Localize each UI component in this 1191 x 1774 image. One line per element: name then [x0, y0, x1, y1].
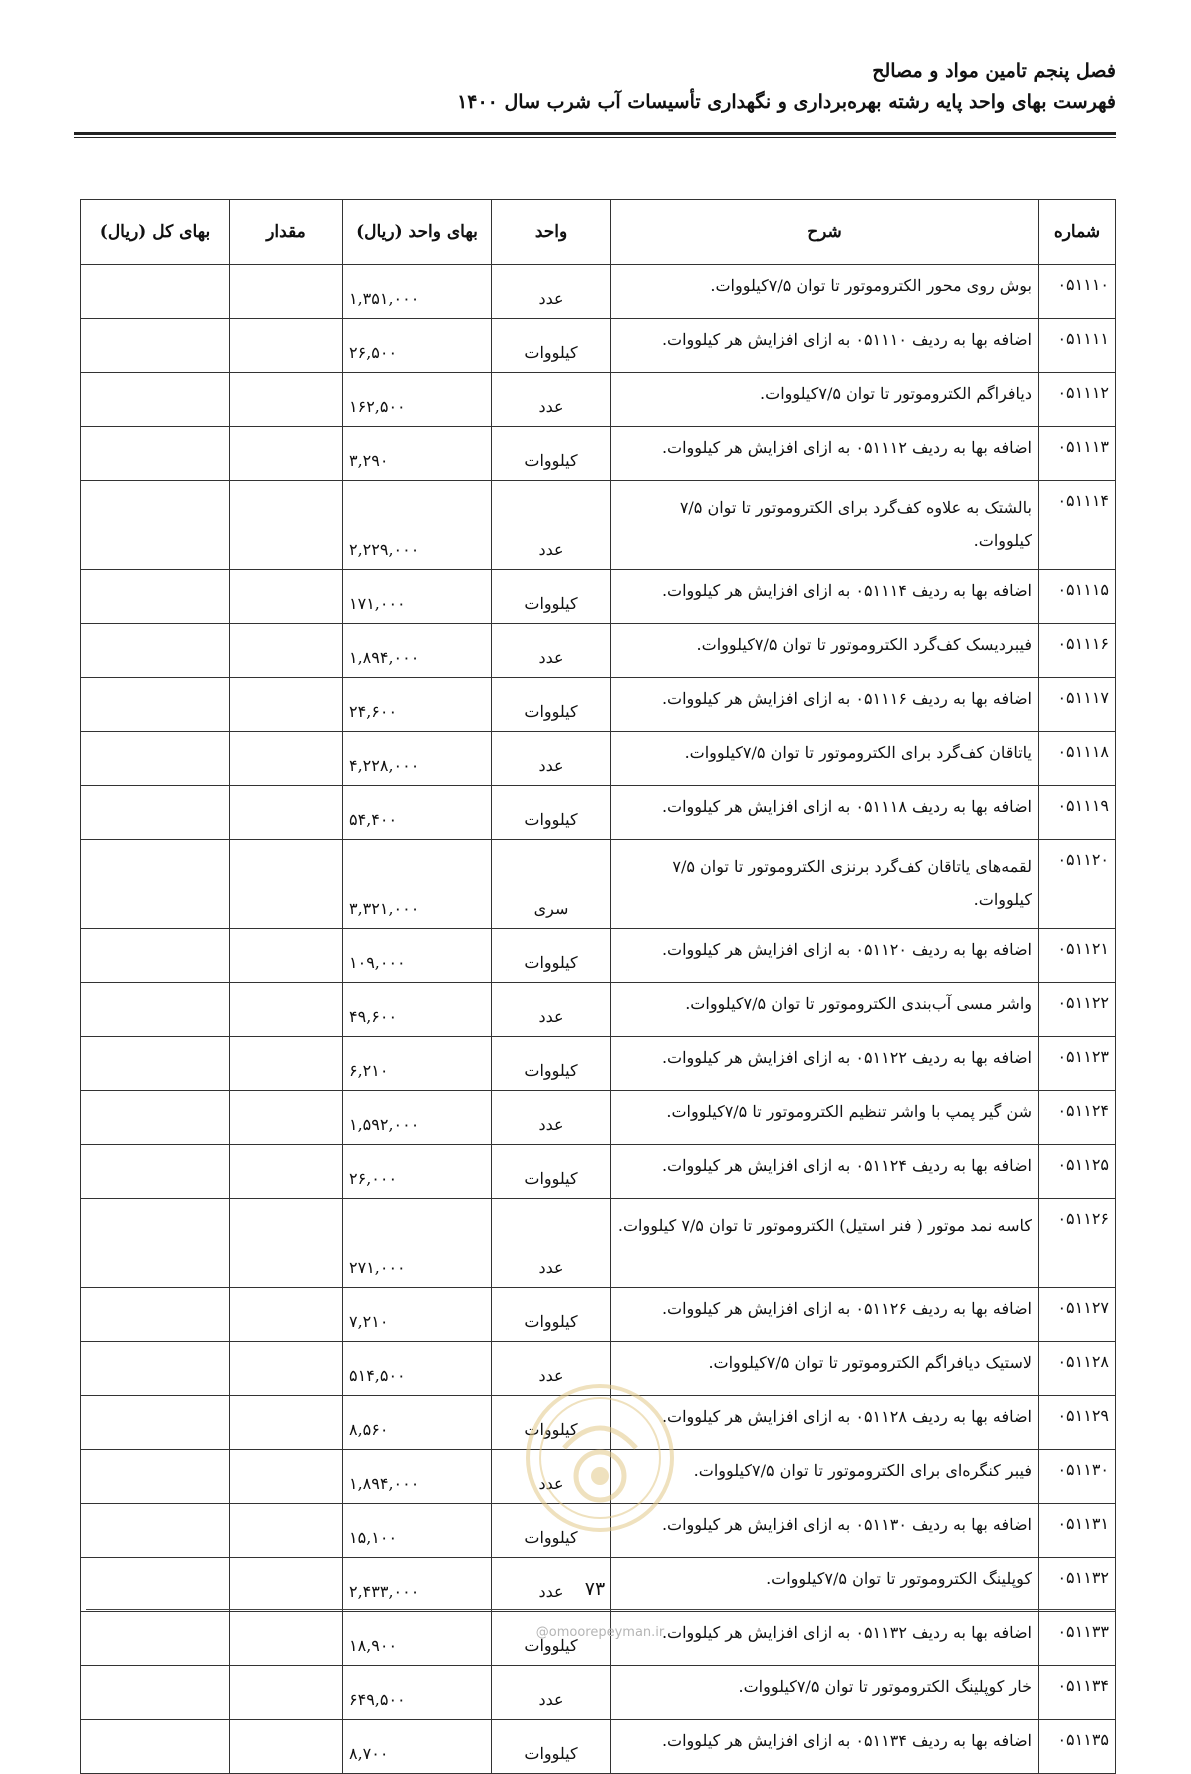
row-number: ۰۵۱۱۱۴ [1039, 481, 1116, 570]
row-unit: کیلووات [492, 1145, 611, 1199]
row-unit: کیلووات [492, 678, 611, 732]
row-description: لقمه‌های یاتاقان کف‌گرد برنزی الکتروموتور تا توان ۷/۵ کیلووات. [611, 840, 1039, 929]
row-unit-price: ۱,۵۹۲,۰۰۰ [343, 1091, 492, 1145]
table-row [81, 678, 1116, 732]
row-unit-price: ۳,۲۹۰ [343, 427, 492, 481]
row-unit-price: ۴۹,۶۰۰ [343, 983, 492, 1037]
row-unit-price: ۱۰۹,۰۰۰ [343, 929, 492, 983]
row-total-price [81, 983, 230, 1037]
row-total-price [81, 427, 230, 481]
row-description: اضافه بها به ردیف ۰۵۱۱۲۰ به ازای افزایش هر کیلووات. [611, 929, 1039, 983]
row-total-price [81, 1450, 230, 1504]
row-number: ۰۵۱۱۲۹ [1039, 1396, 1116, 1450]
row-total-price [81, 373, 230, 427]
table-row [81, 373, 1116, 427]
row-number: ۰۵۱۱۳۵ [1039, 1720, 1116, 1774]
row-unit: کیلووات [492, 1396, 611, 1450]
row-unit-price: ۲۶,۰۰۰ [343, 1145, 492, 1199]
row-unit: سری [492, 840, 611, 929]
column-header-quantity: مقدار [230, 200, 343, 265]
row-unit-price: ۷,۲۱۰ [343, 1288, 492, 1342]
row-total-price [81, 319, 230, 373]
column-header-unit-price: بهای واحد (ریال) [343, 200, 492, 265]
row-description: اضافه بها به ردیف ۰۵۱۱۲۲ به ازای افزایش هر کیلووات. [611, 1037, 1039, 1091]
row-unit-price: ۱۸,۹۰۰ [343, 1612, 492, 1666]
row-number: ۰۵۱۱۱۹ [1039, 786, 1116, 840]
row-quantity [230, 983, 343, 1037]
row-description: فیبردیسک کف‌گرد الکتروموتور تا توان ۷/۵کیلووات. [611, 624, 1039, 678]
column-header-number: شماره [1039, 200, 1116, 265]
table-header-row [81, 200, 1116, 265]
row-unit: عدد [492, 1666, 611, 1720]
row-number: ۰۵۱۱۱۶ [1039, 624, 1116, 678]
row-unit: کیلووات [492, 319, 611, 373]
row-number: ۰۵۱۱۱۵ [1039, 570, 1116, 624]
row-number: ۰۵۱۱۲۲ [1039, 983, 1116, 1037]
table-row [81, 319, 1116, 373]
row-total-price [81, 1091, 230, 1145]
row-unit: عدد [492, 1091, 611, 1145]
document-subtitle: فهرست بهای واحد پایه رشته بهره‌برداری و نگهداری تأسیسات آب شرب سال ۱۴۰۰ [457, 91, 1116, 113]
row-description: اضافه بها به ردیف ۰۵۱۱۳۴ به ازای افزایش هر کیلووات. [611, 1720, 1039, 1774]
row-unit-price: ۶,۲۱۰ [343, 1037, 492, 1091]
row-number: ۰۵۱۱۲۱ [1039, 929, 1116, 983]
row-description: اضافه بها به ردیف ۰۵۱۱۱۶ به ازای افزایش هر کیلووات. [611, 678, 1039, 732]
row-description: اضافه بها به ردیف ۰۵۱۱۱۲ به ازای افزایش هر کیلووات. [611, 427, 1039, 481]
row-description: لاستیک دیافراگم الکتروموتور تا توان ۷/۵کیلووات. [611, 1342, 1039, 1396]
row-unit: کیلووات [492, 929, 611, 983]
table-row [81, 1145, 1116, 1199]
row-number: ۰۵۱۱۲۸ [1039, 1342, 1116, 1396]
row-number: ۰۵۱۱۲۵ [1039, 1145, 1116, 1199]
row-unit: عدد [492, 732, 611, 786]
row-number: ۰۵۱۱۲۴ [1039, 1091, 1116, 1145]
row-quantity [230, 481, 343, 570]
row-total-price [81, 624, 230, 678]
row-quantity [230, 786, 343, 840]
row-description: کوپلینگ الکتروموتور تا توان ۷/۵کیلووات. [611, 1558, 1039, 1612]
row-total-price [81, 570, 230, 624]
row-total-price [81, 1288, 230, 1342]
table-row [81, 732, 1116, 786]
table-row [81, 1666, 1116, 1720]
row-number: ۰۵۱۱۱۰ [1039, 265, 1116, 319]
row-unit: عدد [492, 265, 611, 319]
row-total-price [81, 1145, 230, 1199]
row-description: فیبر کنگره‌ای برای الکتروموتور تا توان ۷/۵کیلووات. [611, 1450, 1039, 1504]
row-unit: عدد [492, 1199, 611, 1288]
row-quantity [230, 1720, 343, 1774]
omoorepeyman-seal-watermark [520, 1378, 680, 1538]
table-body [81, 265, 1116, 1774]
row-quantity [230, 678, 343, 732]
row-number: ۰۵۱۱۳۳ [1039, 1612, 1116, 1666]
row-description: بالشتک به علاوه کف‌گرد برای الکتروموتور تا توان ۷/۵ کیلووات. [611, 481, 1039, 570]
row-number: ۰۵۱۱۱۲ [1039, 373, 1116, 427]
row-unit: عدد [492, 1558, 611, 1612]
row-unit-price: ۶۴۹,۵۰۰ [343, 1666, 492, 1720]
row-unit: عدد [492, 983, 611, 1037]
row-unit: کیلووات [492, 570, 611, 624]
row-description: یاتاقان کف‌گرد برای الکتروموتور تا توان ۷/۵کیلووات. [611, 732, 1039, 786]
header-rule-thick [74, 132, 1116, 135]
row-total-price [81, 1666, 230, 1720]
row-total-price [81, 732, 230, 786]
row-description: اضافه بها به ردیف ۰۵۱۱۱۴ به ازای افزایش هر کیلووات. [611, 570, 1039, 624]
row-unit-price: ۱۷۱,۰۰۰ [343, 570, 492, 624]
row-unit-price: ۱۵,۱۰۰ [343, 1504, 492, 1558]
row-description: اضافه بها به ردیف ۰۵۱۱۳۰ به ازای افزایش هر کیلووات. [611, 1504, 1039, 1558]
row-quantity [230, 1450, 343, 1504]
row-unit-price: ۲۷۱,۰۰۰ [343, 1199, 492, 1288]
row-unit-price: ۵۱۴,۵۰۰ [343, 1342, 492, 1396]
row-description: اضافه بها به ردیف ۰۵۱۱۱۸ به ازای افزایش هر کیلووات. [611, 786, 1039, 840]
row-total-price [81, 1720, 230, 1774]
footer-rule [86, 1609, 1116, 1610]
row-number: ۰۵۱۱۲۷ [1039, 1288, 1116, 1342]
row-quantity [230, 427, 343, 481]
row-description: واشر مسی آب‌بندی الکتروموتور تا توان ۷/۵کیلووات. [611, 983, 1039, 1037]
page-number: ۷۳ [584, 1578, 606, 1600]
row-total-price [81, 1558, 230, 1612]
row-quantity [230, 1612, 343, 1666]
row-description: خار کوپلینگ الکتروموتور تا توان ۷/۵کیلووات. [611, 1666, 1039, 1720]
row-quantity [230, 1666, 343, 1720]
column-header-unit: واحد [492, 200, 611, 265]
table-row [81, 427, 1116, 481]
row-total-price [81, 1396, 230, 1450]
row-quantity [230, 265, 343, 319]
row-description: بوش روی محور الکتروموتور تا توان ۷/۵کیلووات. [611, 265, 1039, 319]
row-unit-price: ۴,۲۲۸,۰۰۰ [343, 732, 492, 786]
table-row [81, 570, 1116, 624]
row-total-price [81, 481, 230, 570]
row-unit-price: ۱,۳۵۱,۰۰۰ [343, 265, 492, 319]
row-description: اضافه بها به ردیف ۰۵۱۱۲۴ به ازای افزایش هر کیلووات. [611, 1145, 1039, 1199]
row-quantity [230, 1558, 343, 1612]
row-quantity [230, 373, 343, 427]
row-unit-price: ۲۴,۶۰۰ [343, 678, 492, 732]
row-description: اضافه بها به ردیف ۰۵۱۱۳۲ به ازای افزایش هر کیلووات. [611, 1612, 1039, 1666]
row-unit: عدد [492, 1342, 611, 1396]
row-quantity [230, 1504, 343, 1558]
table-row [81, 265, 1116, 319]
table-row [81, 983, 1116, 1037]
row-unit-price: ۱,۸۹۴,۰۰۰ [343, 1450, 492, 1504]
row-unit: کیلووات [492, 1037, 611, 1091]
table-row [81, 624, 1116, 678]
row-unit: کیلووات [492, 1288, 611, 1342]
row-unit-price: ۱۶۲,۵۰۰ [343, 373, 492, 427]
row-description: کاسه نمد موتور ( فنر استیل) الکتروموتور تا توان ۷/۵ کیلووات. [611, 1199, 1039, 1288]
row-unit: عدد [492, 624, 611, 678]
row-total-price [81, 786, 230, 840]
row-unit-price: ۲,۴۳۳,۰۰۰ [343, 1558, 492, 1612]
row-quantity [230, 570, 343, 624]
row-unit: عدد [492, 373, 611, 427]
row-quantity [230, 1342, 343, 1396]
table-row [81, 1091, 1116, 1145]
row-description: دیافراگم الکتروموتور تا توان ۷/۵کیلووات. [611, 373, 1039, 427]
row-number: ۰۵۱۱۱۸ [1039, 732, 1116, 786]
row-quantity [230, 929, 343, 983]
row-description: اضافه بها به ردیف ۰۵۱۱۱۰ به ازای افزایش هر کیلووات. [611, 319, 1039, 373]
row-number: ۰۵۱۱۲۶ [1039, 1199, 1116, 1288]
row-description: اضافه بها به ردیف ۰۵۱۱۲۸ به ازای افزایش هر کیلووات. [611, 1396, 1039, 1450]
row-unit-price: ۲۶,۵۰۰ [343, 319, 492, 373]
chapter-title: فصل پنجم تامین مواد و مصالح [872, 60, 1116, 82]
column-header-total-price: بهای کل (ریال) [81, 200, 230, 265]
website-watermark: @omoorepeyman.ir [535, 1625, 665, 1640]
row-number: ۰۵۱۱۲۳ [1039, 1037, 1116, 1091]
row-number: ۰۵۱۱۱۷ [1039, 678, 1116, 732]
row-unit: عدد [492, 481, 611, 570]
table-row [81, 929, 1116, 983]
row-unit: کیلووات [492, 786, 611, 840]
row-unit: کیلووات [492, 1504, 611, 1558]
column-header-description: شرح [611, 200, 1039, 265]
row-total-price [81, 929, 230, 983]
row-number: ۰۵۱۱۱۱ [1039, 319, 1116, 373]
table-row [81, 1720, 1116, 1774]
row-total-price [81, 1342, 230, 1396]
row-total-price [81, 265, 230, 319]
row-total-price [81, 1199, 230, 1288]
row-quantity [230, 1037, 343, 1091]
row-unit-price: ۸,۵۶۰ [343, 1396, 492, 1450]
row-quantity [230, 1288, 343, 1342]
row-total-price [81, 1504, 230, 1558]
row-quantity [230, 732, 343, 786]
row-description: شن گیر پمپ با واشر تنظیم الکتروموتور تا ۷/۵کیلووات. [611, 1091, 1039, 1145]
row-unit-price: ۲,۲۲۹,۰۰۰ [343, 481, 492, 570]
table-row [81, 840, 1116, 929]
row-quantity [230, 319, 343, 373]
row-description: اضافه بها به ردیف ۰۵۱۱۲۶ به ازای افزایش هر کیلووات. [611, 1288, 1039, 1342]
table-row [81, 786, 1116, 840]
page-header [74, 58, 1116, 116]
row-unit: کیلووات [492, 1612, 611, 1666]
row-number: ۰۵۱۱۳۲ [1039, 1558, 1116, 1612]
row-quantity [230, 1091, 343, 1145]
row-total-price [81, 678, 230, 732]
row-quantity [230, 1199, 343, 1288]
row-quantity [230, 624, 343, 678]
table-row [81, 1199, 1116, 1288]
row-unit-price: ۸,۷۰۰ [343, 1720, 492, 1774]
row-unit-price: ۵۴,۴۰۰ [343, 786, 492, 840]
row-unit-price: ۳,۳۲۱,۰۰۰ [343, 840, 492, 929]
header-rule-thin [74, 137, 1116, 138]
row-total-price [81, 1037, 230, 1091]
table-row [81, 1037, 1116, 1091]
row-unit: عدد [492, 1450, 611, 1504]
row-unit-price: ۱,۸۹۴,۰۰۰ [343, 624, 492, 678]
row-number: ۰۵۱۱۳۱ [1039, 1504, 1116, 1558]
row-number: ۰۵۱۱۳۰ [1039, 1450, 1116, 1504]
row-unit: کیلووات [492, 1720, 611, 1774]
row-quantity [230, 1145, 343, 1199]
row-quantity [230, 1396, 343, 1450]
row-unit: کیلووات [492, 427, 611, 481]
row-quantity [230, 840, 343, 929]
row-total-price [81, 840, 230, 929]
row-number: ۰۵۱۱۳۴ [1039, 1666, 1116, 1720]
row-number: ۰۵۱۱۲۰ [1039, 840, 1116, 929]
row-total-price [81, 1612, 230, 1666]
row-number: ۰۵۱۱۱۳ [1039, 427, 1116, 481]
table-row [81, 481, 1116, 570]
table-row [81, 1288, 1116, 1342]
